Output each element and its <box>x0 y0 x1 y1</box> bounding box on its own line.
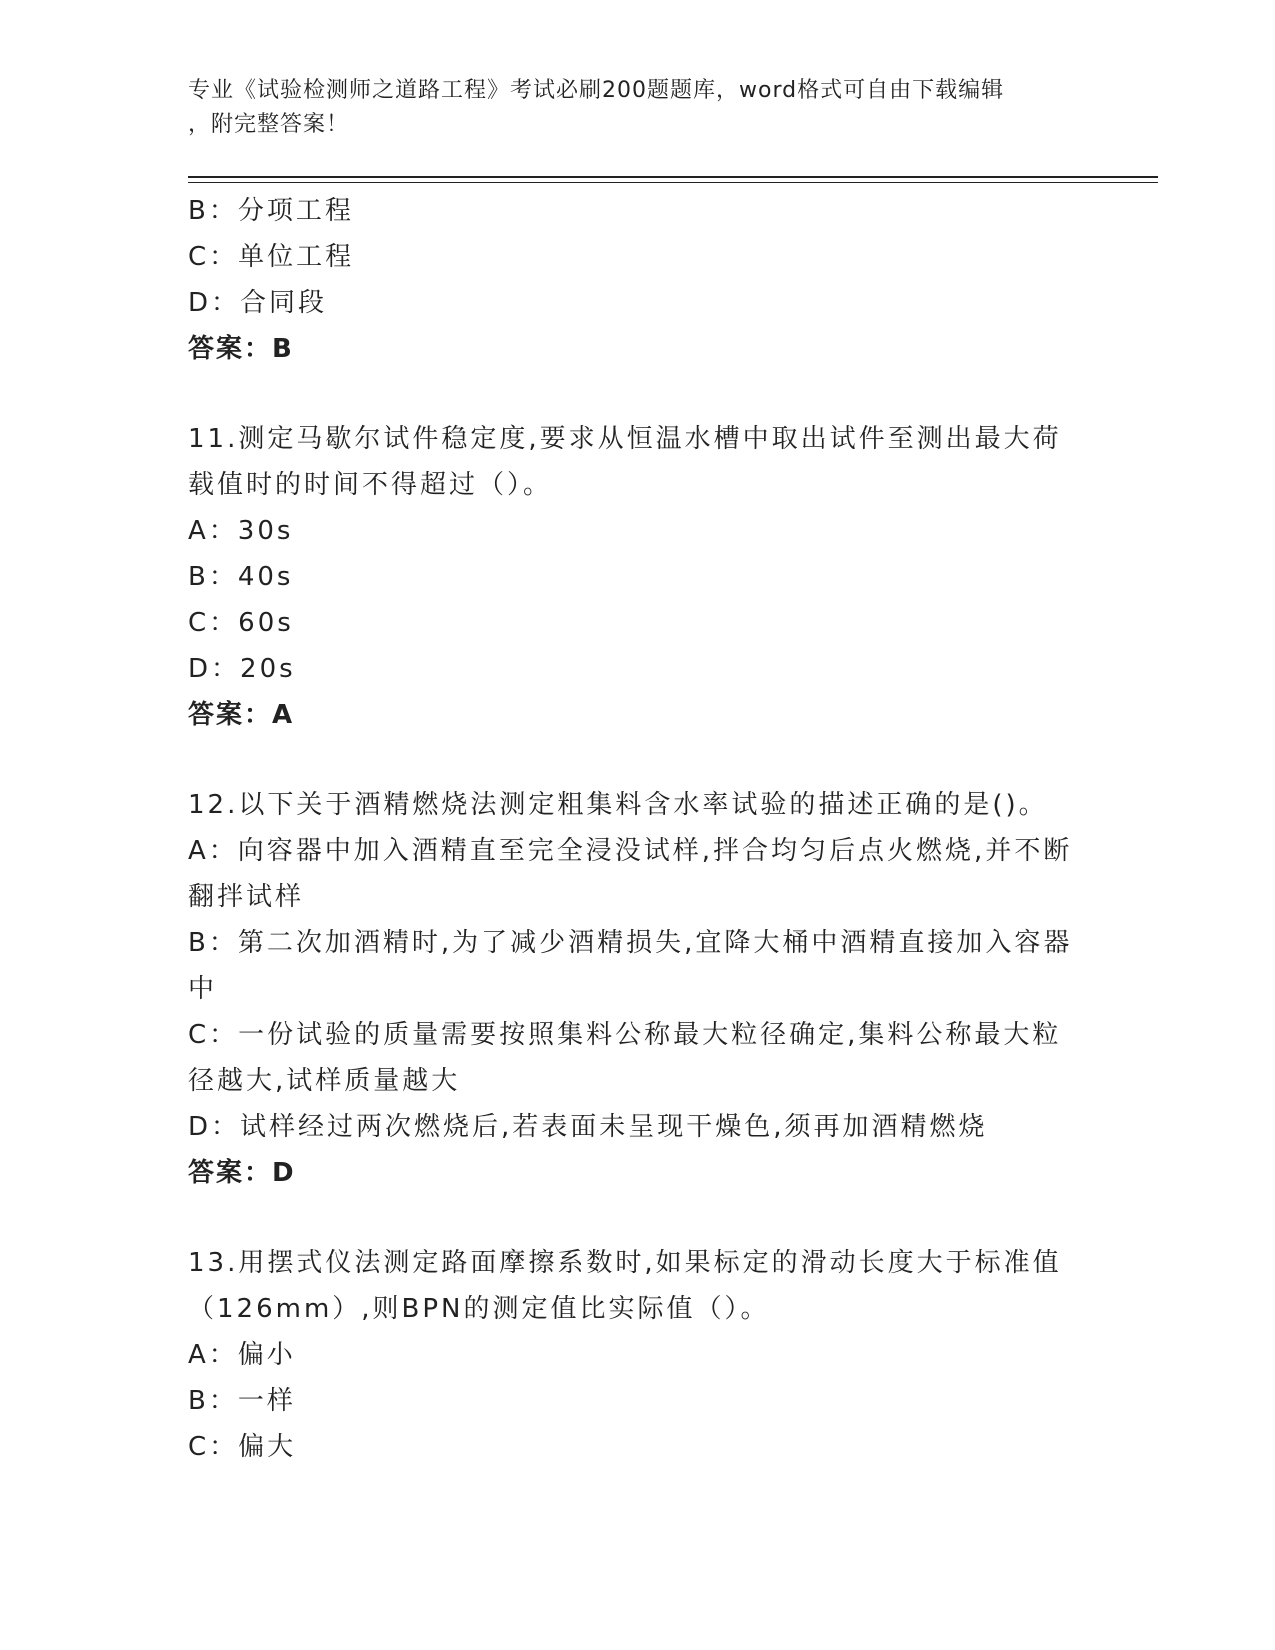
q11-option-c: C：60s <box>188 608 294 638</box>
question-12 <box>188 782 1088 1196</box>
q12-answer: 答案：D <box>188 1158 296 1188</box>
q11-stem-line-2: 载值时的时间不得超过（）。 <box>188 470 553 500</box>
q12-option-c-line-1: C：一份试验的质量需要按照集料公称最大粒径确定,集料公称最大粒 <box>188 1020 1062 1050</box>
q10-answer: 答案：B <box>188 334 294 364</box>
header-title-line-2: ，附完整答案！ <box>188 112 350 137</box>
document-header <box>188 74 1078 142</box>
q10-option-b: B：分项工程 <box>188 196 354 226</box>
q11-answer: 答案：A <box>188 700 295 730</box>
spacer <box>188 372 1088 416</box>
q12-option-a-line-2: 翻拌试样 <box>188 882 305 912</box>
q10-option-c: C：单位工程 <box>188 242 355 272</box>
q13-stem-line-1: 13.用摆式仪法测定路面摩擦系数时,如果标定的滑动长度大于标准值 <box>188 1248 1062 1278</box>
q12-option-a-line-1: A：向容器中加入酒精直至完全浸没试样,拌合均匀后点火燃烧,并不断 <box>188 836 1073 866</box>
q10-option-d: D：合同段 <box>188 288 328 318</box>
q13-option-a: A：偏小 <box>188 1340 296 1370</box>
question-10-continued <box>188 188 1088 372</box>
q13-option-c: C：偏大 <box>188 1432 297 1462</box>
q13-stem-line-2: （126mm）,则BPN的测定值比实际值（）。 <box>188 1294 770 1324</box>
question-13 <box>188 1240 1088 1470</box>
question-11 <box>188 416 1088 738</box>
header-divider-thin <box>188 182 1158 183</box>
q11-stem-line-1: 11.测定马歇尔试件稳定度,要求从恒温水槽中取出试件至测出最大荷 <box>188 424 1062 454</box>
q12-stem-line-1: 12.以下关于酒精燃烧法测定粗集料含水率试验的描述正确的是()。 <box>188 790 1048 820</box>
spacer <box>188 1196 1088 1240</box>
header-divider-thick <box>188 176 1158 178</box>
spacer <box>188 738 1088 782</box>
q12-option-b-line-1: B：第二次加酒精时,为了减少酒精损失,宜降大桶中酒精直接加入容器 <box>188 928 1073 958</box>
q11-option-d: D：20s <box>188 654 296 684</box>
q11-option-a: A：30s <box>188 516 294 546</box>
q12-option-d: D：试样经过两次燃烧后,若表面未呈现干燥色,须再加酒精燃烧 <box>188 1112 988 1142</box>
q12-option-c-line-2: 径越大,试样质量越大 <box>188 1066 461 1096</box>
header-title-line-1: 专业《试验检测师之道路工程》考试必刷200题题库，word格式可自由下载编辑 <box>188 78 1005 103</box>
q11-option-b: B：40s <box>188 562 294 592</box>
question-content <box>188 188 1088 1470</box>
q13-option-b: B：一样 <box>188 1386 296 1416</box>
q12-option-b-line-2: 中 <box>188 974 218 1004</box>
